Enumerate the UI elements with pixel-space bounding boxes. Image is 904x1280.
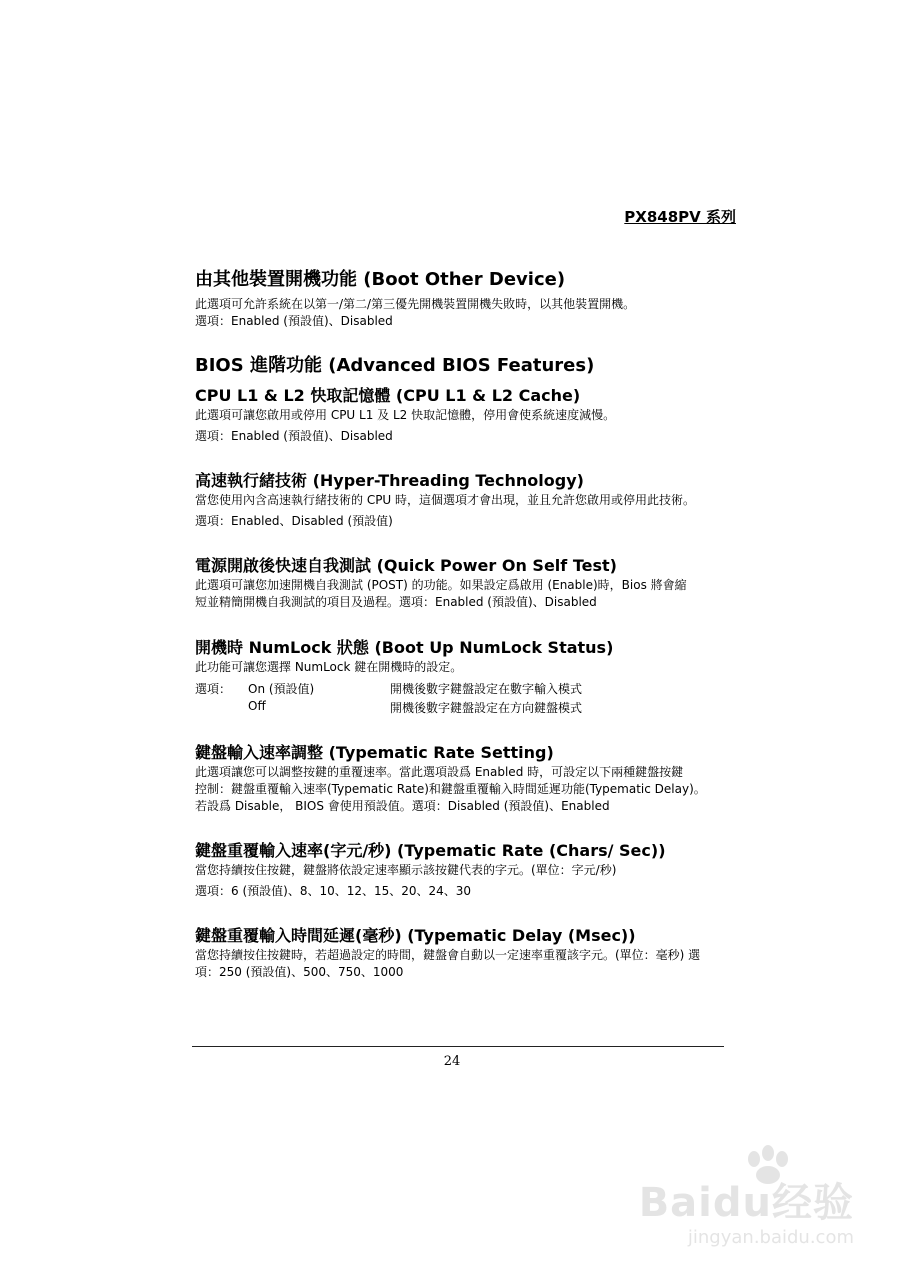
numlock-options-label: 選項： — [195, 682, 232, 696]
numlock-desc: 此功能可讓您選擇 NumLock 鍵在開機時的設定。 — [195, 660, 463, 674]
typematic-rate-title: 鍵盤重覆輸入速率(字元/秒) (Typematic Rate (Chars/ Sec)) — [195, 841, 666, 860]
cpu-cache-title: CPU L1 & L2 快取記憶體 (CPU L1 & L2 Cache) — [195, 386, 581, 405]
hyper-threading-desc: 當您使用內含高速執行緒技術的 CPU 時，這個選項才會出現，並且允許您啟用或停用此技術。 — [195, 493, 696, 507]
baidu-watermark — [638, 1145, 854, 1255]
quick-post-desc-line1: 此選項可讓您加速開機自我測試 (POST) 的功能。如果設定爲啟用 (Enable)時，Bios 將會縮 — [195, 578, 687, 592]
boot-other-device-desc: 此選項可允許系統在以第一/第二/第三優先開機裝置開機失敗時，以其他裝置開機。 — [195, 297, 636, 311]
numlock-option-value: Off — [248, 699, 266, 713]
hyper-threading-options: 選項：Enabled、Disabled (預設值) — [195, 514, 393, 528]
cpu-cache-options: 選項：Enabled (預設值)、Disabled — [195, 429, 393, 443]
page-number: 24 — [443, 1054, 461, 1069]
numlock-option-text: 開機後數字鍵盤設定在方向鍵盤模式 — [390, 701, 583, 715]
hyper-threading-title: 高速執行緒技術 (Hyper-Threading Technology) — [195, 471, 584, 490]
typematic-setting-title: 鍵盤輸入速率調整 (Typematic Rate Setting) — [195, 743, 554, 762]
typematic-delay-desc-line1: 當您持續按住按鍵時，若超過設定的時間，鍵盤會自動以一定速率重覆該字元。(單位：毫秒) 選 — [195, 948, 701, 962]
boot-other-device-title: 由其他裝置開機功能 (Boot Other Device) — [195, 269, 566, 290]
typematic-rate-desc: 當您持續按住按鍵，鍵盤將依設定速率顯示該按鍵代表的字元。(單位：字元/秒) — [195, 863, 617, 877]
footer-rule — [192, 1046, 724, 1047]
baidu-logo-text: Baidu经验 — [638, 1180, 854, 1226]
typematic-setting-desc-line3: 若設爲 Disable， BIOS 會使用預設值。選項：Disabled (預設值)、Enabled — [195, 799, 610, 813]
cpu-cache-desc: 此選項可讓您啟用或停用 CPU L1 及 L2 快取記憶體，停用會使系統速度減慢。 — [195, 408, 616, 422]
quick-post-title: 電源開啟後快速自我測試 (Quick Power On Self Test) — [195, 556, 617, 575]
typematic-setting-desc-line2: 控制：鍵盤重覆輸入速率(Typematic Rate)和鍵盤重覆輸入時間延遲功能(Typematic Delay)。 — [195, 782, 706, 796]
numlock-option-text: 開機後數字鍵盤設定在數字輸入模式 — [390, 682, 583, 696]
baidu-url: jingyan.baidu.com — [687, 1227, 854, 1248]
numlock-option-value: On (預設值) — [248, 682, 315, 696]
typematic-rate-options: 選項：6 (預設值)、8、10、12、15、20、24、30 — [195, 884, 472, 898]
numlock-title: 開機時 NumLock 狀態 (Boot Up NumLock Status) — [195, 638, 614, 657]
typematic-delay-desc-line2: 項：250 (預設值)、500、750、1000 — [195, 965, 404, 979]
boot-other-device-options: 選項：Enabled (預設值)、Disabled — [195, 314, 393, 328]
series-title: PX848PV 系列 — [624, 208, 736, 226]
advanced-bios-features-title: BIOS 進階功能 (Advanced BIOS Features) — [195, 355, 595, 376]
typematic-delay-title: 鍵盤重覆輸入時間延遲(毫秒) (Typematic Delay (Msec)) — [195, 926, 636, 945]
quick-post-desc-line2: 短並精簡開機自我測試的項目及過程。選項：Enabled (預設值)、Disabled — [195, 595, 597, 609]
typematic-setting-desc-line1: 此選項讓您可以調整按鍵的重覆速率。當此選項設爲 Enabled 時，可設定以下兩種鍵盤按鍵 — [195, 765, 684, 779]
